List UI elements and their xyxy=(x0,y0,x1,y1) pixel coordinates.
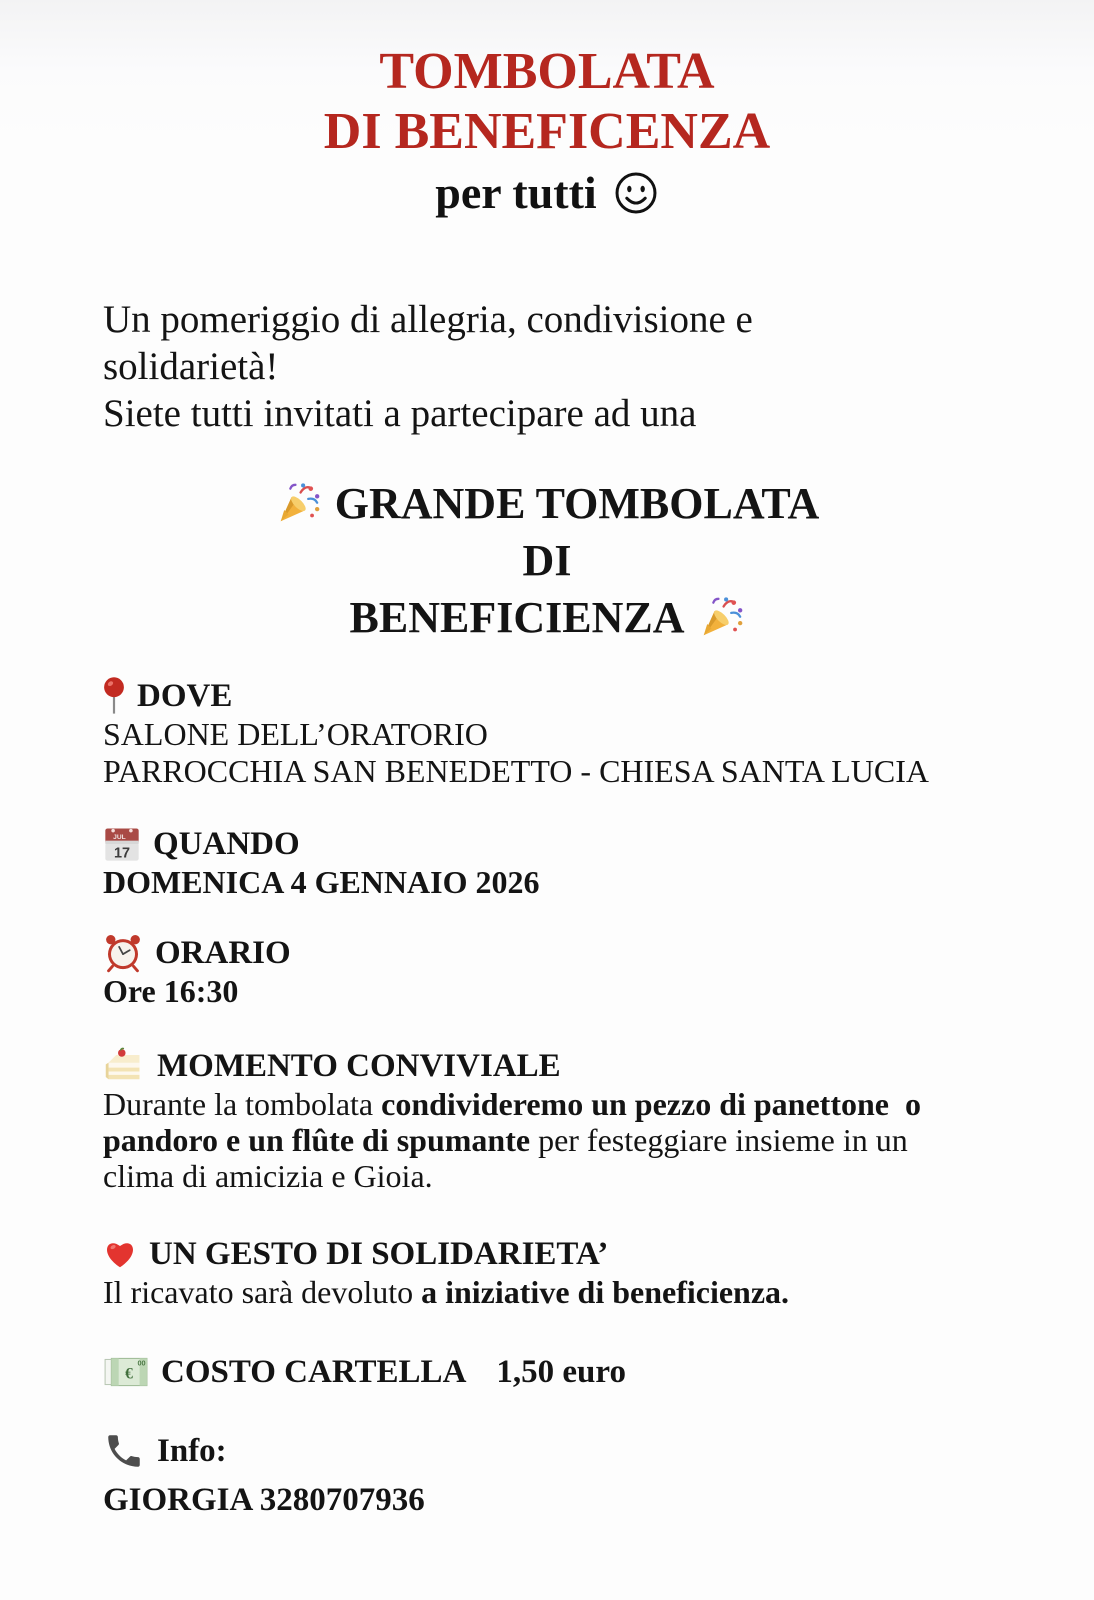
pushpin-icon xyxy=(103,676,125,716)
intro-paragraph xyxy=(103,296,1024,437)
info-heading-row xyxy=(103,1430,1034,1472)
quando-date: DOMENICA 4 GENNAIO 2026 xyxy=(103,864,540,900)
section-dove xyxy=(103,676,1034,790)
title-line1: TOMBOLATA xyxy=(379,43,715,100)
intro-line1: Un pomeriggio di allegria, condivisione e xyxy=(103,298,753,341)
smiley-icon xyxy=(613,170,659,216)
event-title-text1: GRANDE TOMBOLATA xyxy=(334,479,820,528)
costo-price: 1,50 euro xyxy=(496,1354,626,1390)
calendar-icon xyxy=(103,824,141,864)
info-heading: Info: xyxy=(157,1433,227,1469)
svg-text:€: € xyxy=(124,1365,133,1383)
intro-line2: solidarietà! xyxy=(103,345,279,388)
page-title xyxy=(0,42,1094,162)
party-popper-icon xyxy=(275,481,321,527)
phone-icon xyxy=(103,1430,145,1472)
svg-text:17: 17 xyxy=(113,845,131,862)
intro-line3: Siete tutti invitati a partecipare ad una xyxy=(103,392,697,435)
event-title xyxy=(0,475,1094,646)
solidarieta-text-pre: Il ricavato sarà devoluto xyxy=(103,1274,422,1310)
svg-text:JUL: JUL xyxy=(113,834,126,841)
event-title-line1 xyxy=(0,475,1094,532)
costo-row xyxy=(103,1352,1034,1392)
info-contact: GIORGIA 3280707936 xyxy=(103,1482,425,1518)
event-title-line2: DI xyxy=(522,536,572,585)
heart-icon xyxy=(103,1238,137,1270)
section-quando xyxy=(103,824,1034,901)
momento-heading: MOMENTO CONVIVIALE xyxy=(157,1048,561,1084)
event-title-text3: BENEFICIENZA xyxy=(349,593,685,642)
title-subtitle xyxy=(0,164,1094,222)
dove-heading-row xyxy=(103,676,1034,716)
orario-time: Ore 16:30 xyxy=(103,973,239,1009)
section-solidarieta xyxy=(103,1234,1034,1310)
orario-heading: ORARIO xyxy=(155,935,291,971)
section-orario xyxy=(103,933,1034,1010)
solidarieta-text-bold: a iniziative di beneficienza. xyxy=(421,1274,790,1310)
dove-line2: PARROCCHIA SAN BENEDETTO - CHIESA SANTA LUCIA xyxy=(103,753,929,789)
momento-text-post: per festeggiare insieme in un clima di amicizia e Gioia. xyxy=(103,1122,916,1194)
subtitle-text: per tutti xyxy=(435,167,597,218)
event-title-line3 xyxy=(0,589,1094,646)
dove-line1: SALONE DELL’ORATORIO xyxy=(103,716,488,752)
title-line2: DI BENEFICENZA xyxy=(323,103,771,160)
momento-paragraph xyxy=(103,1086,973,1194)
euro-banknote-icon xyxy=(103,1354,149,1390)
section-momento xyxy=(103,1046,1034,1194)
orario-heading-row xyxy=(103,933,1034,973)
momento-text-bold: condivideremo un pezzo di panettone o pandoro e un flûte di spumante xyxy=(103,1086,929,1158)
party-popper-icon xyxy=(698,595,744,641)
quando-heading: QUANDO xyxy=(153,826,300,862)
section-costo xyxy=(103,1352,1034,1392)
alarm-clock-icon xyxy=(103,933,143,973)
costo-label: COSTO CARTELLA xyxy=(161,1354,467,1390)
section-info xyxy=(103,1430,1034,1520)
solidarieta-paragraph xyxy=(103,1274,973,1310)
cake-icon xyxy=(103,1047,145,1085)
dove-heading: DOVE xyxy=(137,678,233,714)
momento-text-pre: Durante la tombolata xyxy=(103,1086,382,1122)
momento-heading-row xyxy=(103,1046,1034,1086)
svg-text:00: 00 xyxy=(137,1358,146,1368)
title-block xyxy=(0,0,1094,222)
solidarieta-heading: UN GESTO DI SOLIDARIETA’ xyxy=(149,1236,609,1272)
solidarieta-heading-row xyxy=(103,1234,1034,1274)
quando-heading-row xyxy=(103,824,1034,864)
